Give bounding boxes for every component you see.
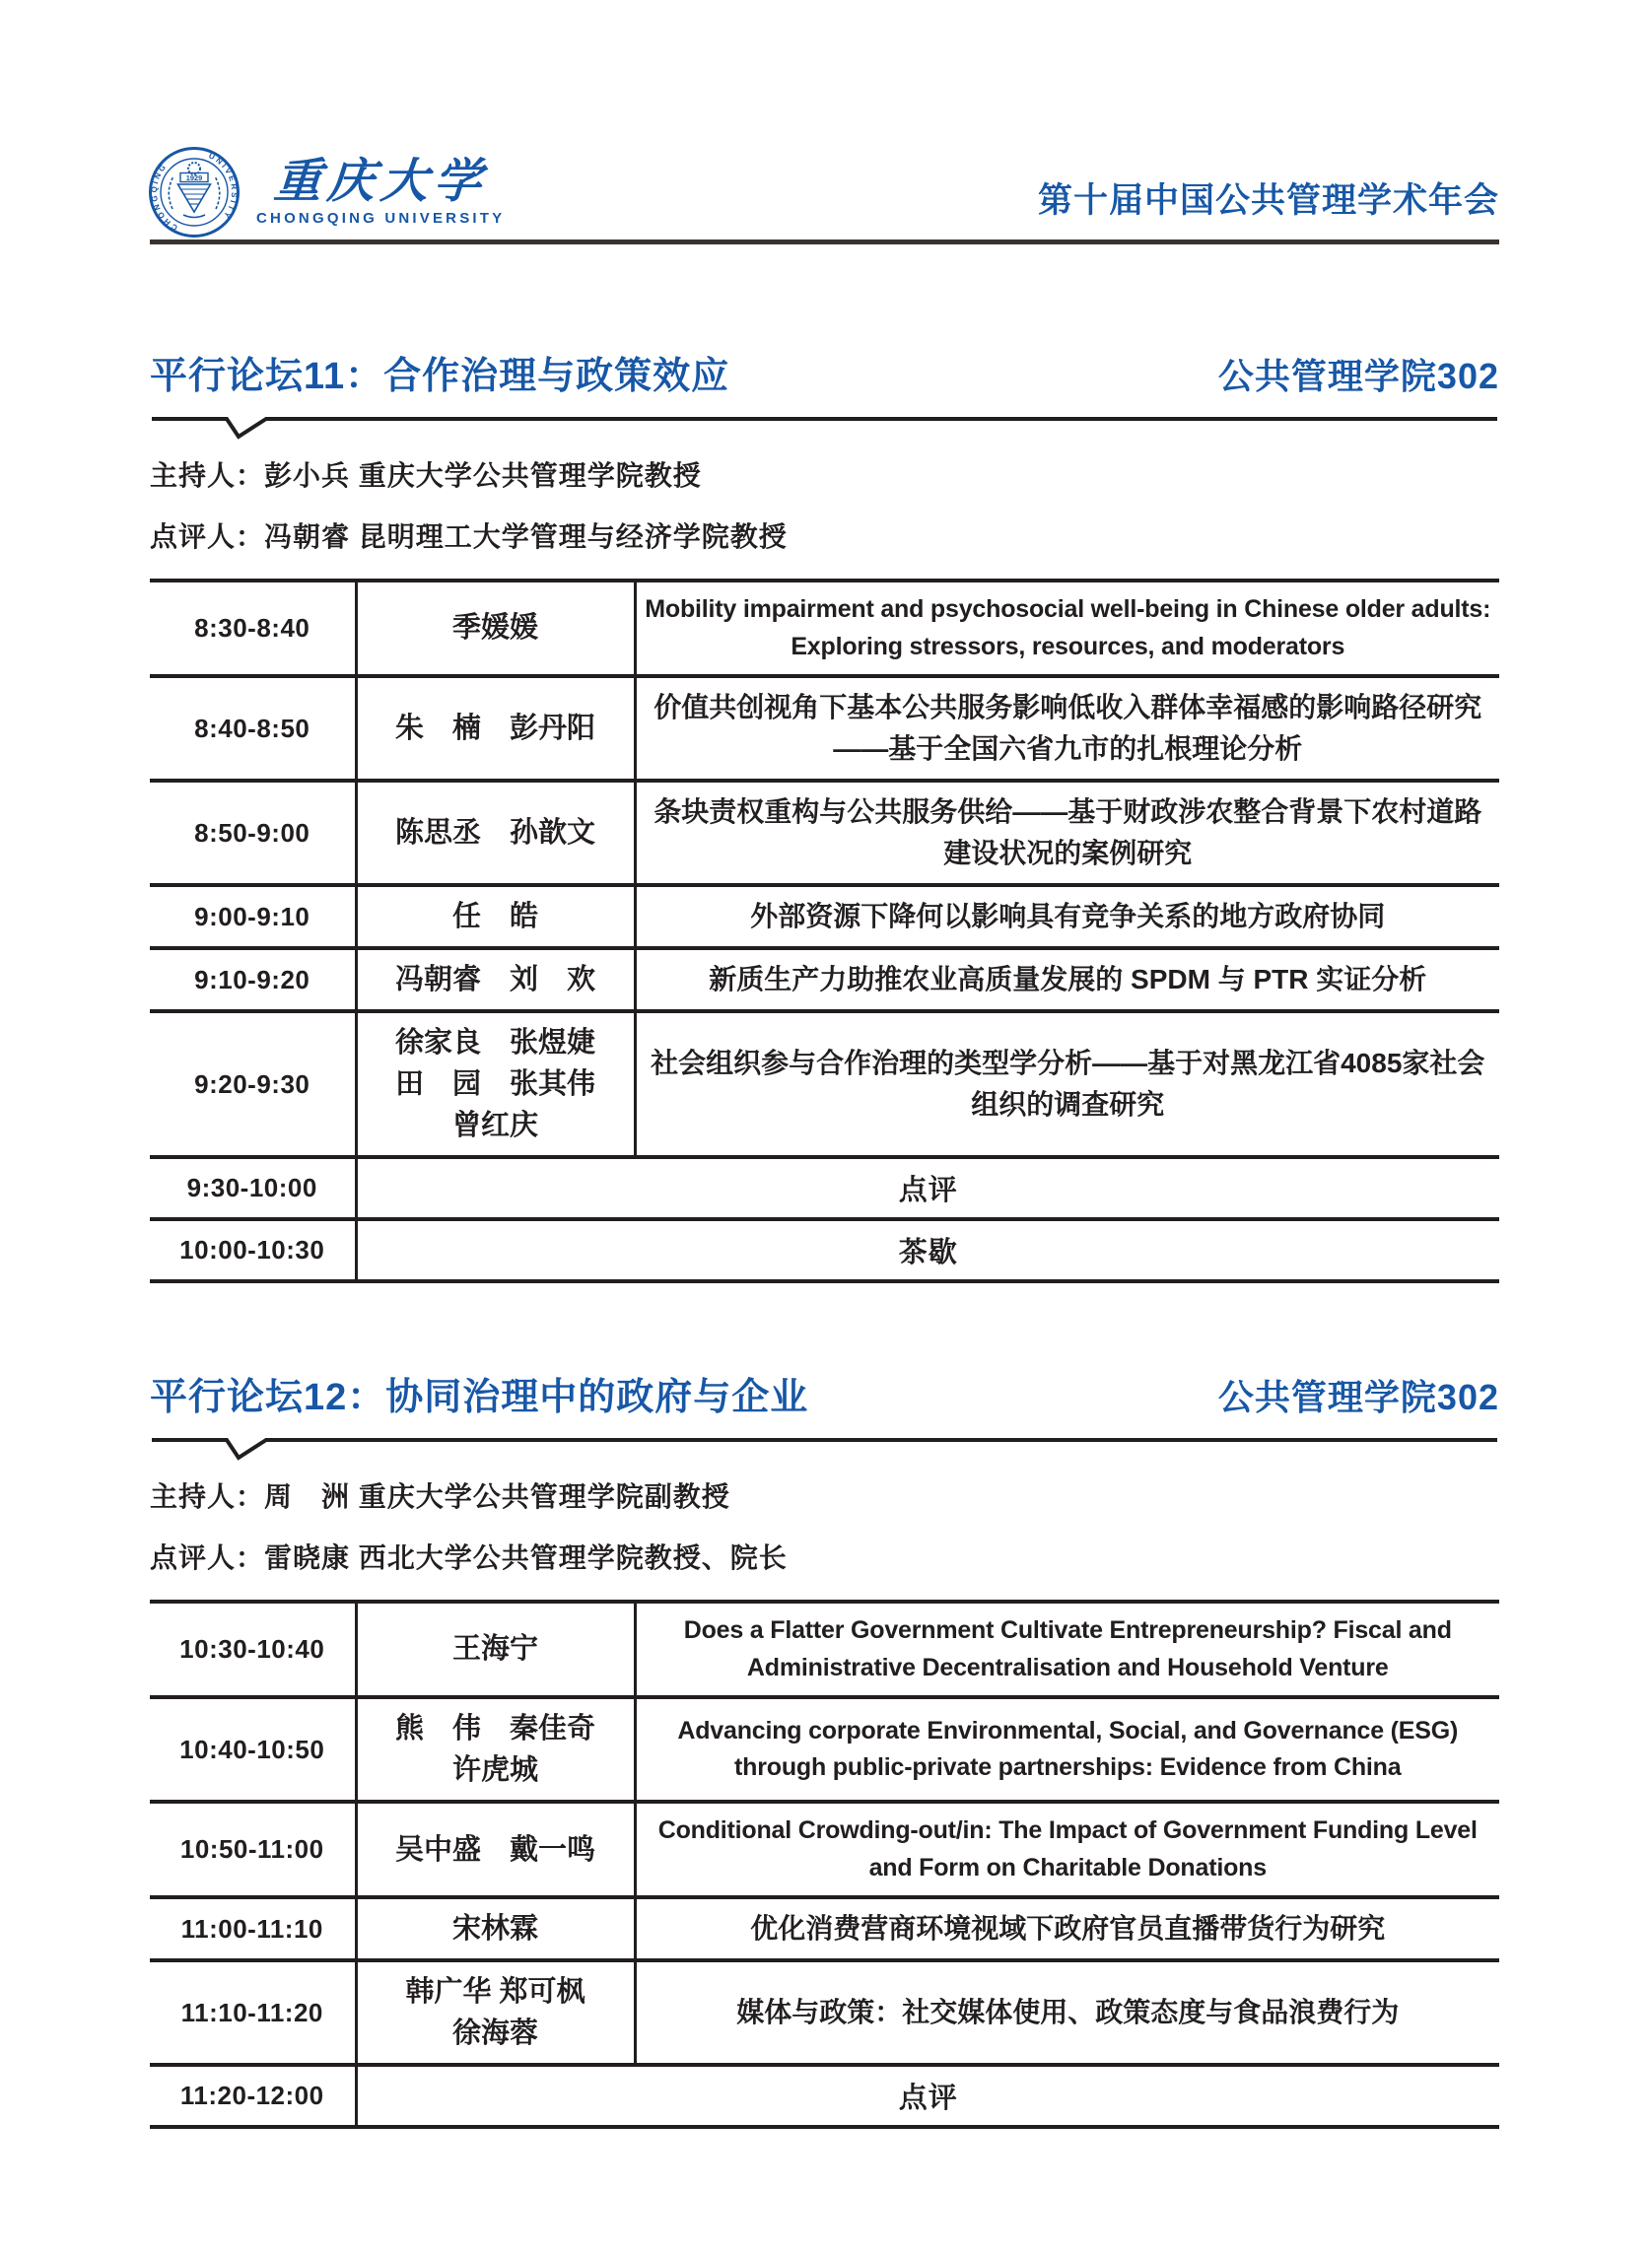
schedule-row [150,676,1499,781]
time-cell: 10:50-11:00 [150,1802,356,1897]
university-name-en: CHONGQING UNIVERSITY [256,209,506,227]
schedule-row [150,1011,1499,1157]
paper-title-cell: Does a Flatter Government Cultivate Entrepreneurship? Fiscal and Administrative Decentralisation and Household Venture [683,1616,1452,1681]
time-cell: 8:40-8:50 [150,676,356,781]
seal-year-text: 1929 [185,172,203,182]
forum-11-schedule-table [150,579,1499,1283]
presenters-cell: 熊 伟 秦佳奇 许虎城 [356,1697,635,1802]
forum-11-venue: 公共管理学院302 [1217,356,1499,396]
header-divider [150,239,1499,244]
forum-11-title: 平行论坛11：合作治理与政策效应 [150,356,730,397]
section-underline-icon [150,415,1499,441]
forum-11-host-line: 主持人：彭小兵 重庆大学公共管理学院教授 [150,460,702,491]
presenters-cell: 徐家良 张煜婕 田 园 张其伟 曾红庆 [356,1011,635,1157]
section-underline-icon [150,1436,1499,1462]
presenters-cell: 任 皓 [356,885,635,948]
time-cell: 9:00-9:10 [150,885,356,948]
schedule-row [150,781,1499,885]
university-seal-icon [148,146,241,239]
forum-11-header [150,345,1499,399]
forum-12-venue: 公共管理学院302 [1217,1377,1499,1417]
forum-12-schedule-table [150,1600,1499,2129]
paper-title-cell: 媒体与政策：社交媒体使用、政策态度与食品浪费行为 [736,1997,1400,2028]
time-cell: 11:10-11:20 [150,1960,356,2065]
forum-section-12 [150,1366,1499,2129]
merged-activity-cell: 点评 [898,2083,958,2115]
paper-title-cell: 价值共创视角下基本公共服务影响低收入群体幸福感的影响路径研究——基于全国六省九市的扎根理论分析 [654,692,1482,764]
presenters-cell: 韩广华 郑可枫 徐海蓉 [356,1960,635,2065]
paper-title-cell: 社会组织参与合作治理的类型学分析——基于对黑龙江省4085家社会组织的调查研究 [651,1048,1485,1121]
paper-title-cell: 优化消费营商环境视域下政府官员直播带货行为研究 [750,1913,1386,1945]
schedule-row [150,581,1499,676]
presenters-cell: 宋林霖 [356,1897,635,1960]
forum-11-reviewer-line: 点评人：冯朝睿 昆明理工大学管理与经济学院教授 [150,521,788,552]
university-name-cn: 重庆大学 [272,156,490,209]
logo-wordmark [256,158,505,226]
forum-12-reviewer-line: 点评人：雷晓康 西北大学公共管理学院教授、院长 [150,1542,788,1573]
time-cell: 10:00-10:30 [150,1219,356,1281]
merged-activity-cell: 茶歇 [898,1237,958,1269]
schedule-row [150,948,1499,1011]
merged-activity-cell: 点评 [898,1175,958,1207]
schedule-row [150,1697,1499,1802]
paper-title-cell: Advancing corporate Environmental, Social, and Governance (ESG) through public-private partnerships: Evidence from China [677,1716,1459,1782]
schedule-row [150,1157,1499,1219]
schedule-row [150,2065,1499,2127]
paper-title-cell: 条块责权重构与公共服务供给——基于财政涉农整合背景下农村道路建设状况的案例研究 [654,796,1482,868]
schedule-row [150,1802,1499,1897]
forum-section-11 [150,345,1499,1283]
conference-title: 第十届中国公共管理学术年会 [1037,181,1499,220]
paper-title-cell: Conditional Crowding-out/in: The Impact of Government Funding Level and Form on Charitable Donations [657,1816,1478,1882]
forum-12-title: 平行论坛12：协同治理中的政府与企业 [150,1377,809,1418]
paper-title-cell: Mobility impairment and psychosocial well-being in Chinese older adults: Exploring stressors, resources, and moderators [645,595,1491,660]
time-cell: 8:50-9:00 [150,781,356,885]
seal-ring-right-text: UNIVERSITY [207,151,240,222]
university-logo [148,146,505,239]
presenters-cell: 吴中盛 戴一鸣 [356,1802,635,1897]
presenters-cell: 陈思丞 孙歆文 [356,781,635,885]
paper-title-cell: 新质生产力助推农业高质量发展的 SPDM 与 PTR 实证分析 [709,964,1427,995]
seal-ring-left-text: CHONGQING [149,161,179,233]
schedule-row [150,1960,1499,2065]
forum-12-host-line: 主持人：周 洲 重庆大学公共管理学院副教授 [150,1481,730,1512]
presenters-cell: 朱 楠 彭丹阳 [356,676,635,781]
time-cell: 10:30-10:40 [150,1602,356,1697]
schedule-row [150,1602,1499,1697]
time-cell: 9:10-9:20 [150,948,356,1011]
presenters-cell: 季媛媛 [356,581,635,676]
time-cell: 10:40-10:50 [150,1697,356,1802]
presenters-cell: 冯朝睿 刘 欢 [356,948,635,1011]
svg-text:UNIVERSITY [207,151,239,221]
time-cell: 9:20-9:30 [150,1011,356,1157]
schedule-row [150,885,1499,948]
schedule-row [150,1219,1499,1281]
forum-12-header [150,1366,1499,1420]
time-cell: 11:00-11:10 [150,1897,356,1960]
time-cell: 8:30-8:40 [150,581,356,676]
schedule-row [150,1897,1499,1960]
time-cell: 9:30-10:00 [150,1157,356,1219]
presenters-cell: 王海宁 [356,1602,635,1697]
paper-title-cell: 外部资源下降何以影响具有竞争关系的地方政府协同 [750,901,1386,932]
time-cell: 11:20-12:00 [150,2065,356,2127]
